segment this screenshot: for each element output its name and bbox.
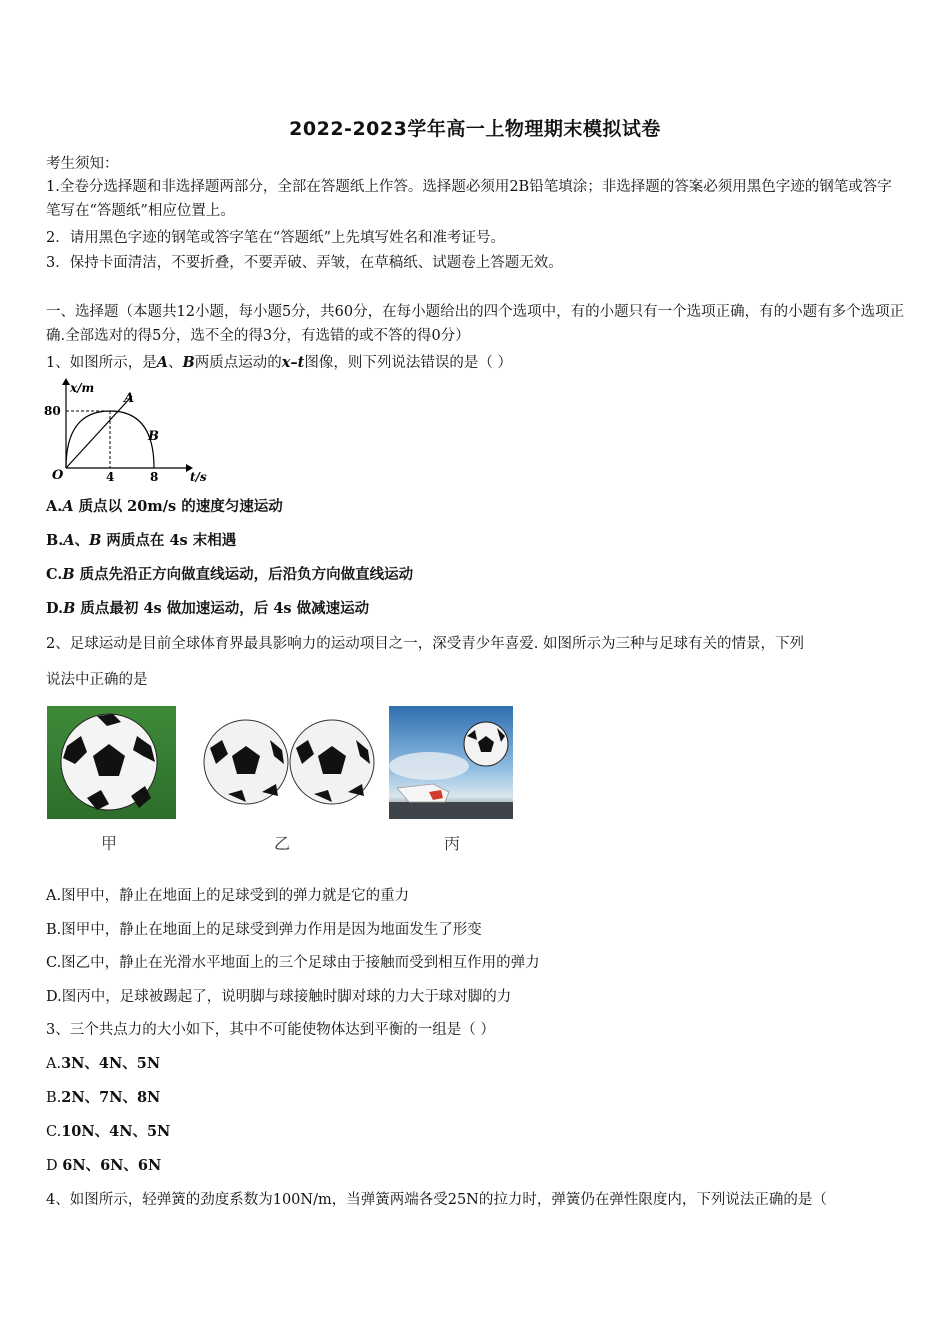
q2-option-c: C.图乙中，静止在光滑水平地面上的三个足球由于接触而受到相互作用的弹力 — [46, 955, 540, 971]
q1-option-c: C.B 质点先沿正方向做直线运动，后沿负方向做直线运动 — [46, 566, 414, 583]
kicked-ball-icon — [389, 706, 513, 819]
line-A — [66, 396, 132, 468]
q3-option-c: C.10N、4N、5N — [46, 1123, 171, 1140]
notice-item-1: 1.全卷分选择题和非选择题两部分，全部在答题纸上作答。选择题必须用2B铅笔填涂；非选择题的答案必须用黑色字迹的钢笔或答字笔写在“答题纸”相应位置上。 — [46, 179, 892, 219]
y-tick-label: 80 — [44, 404, 61, 418]
page-title: 2022-2023学年高一上物理期末模拟试卷 — [289, 118, 661, 140]
photo-jia — [47, 706, 176, 819]
q2-option-a: A.图甲中，静止在地面上的足球受到的弹力就是它的重力 — [46, 888, 410, 904]
photo-bing — [389, 706, 513, 819]
x-tick-label-2: 8 — [150, 470, 159, 484]
origin-label: O — [52, 468, 64, 483]
soccer-ball-icon — [47, 706, 176, 819]
caption-bing: 丙 — [444, 834, 461, 853]
notice-heading: 考生须知： — [46, 156, 119, 172]
q1-xt-graph — [40, 378, 207, 488]
q2-option-b: B.图甲中，静止在地面上的足球受到弹力作用是因为地面发生了形变 — [46, 922, 482, 938]
q2-stem-line1: 2、足球运动是目前全球体育界最具影响力的运动项目之一，深受青少年喜爱. 如图所示为三种与足球有关的情景，下列 — [46, 636, 804, 652]
section-heading: 一、选择题（本题共12小题，每小题5分，共60分，在每小题给出的四个选项中，有的小题只有一个选项正确，有的小题有多个选项正确.全部选对的得5分，选不全的得3分，有选错的或不答的得0分） — [46, 304, 905, 344]
two-soccer-balls-icon — [200, 712, 378, 812]
q3-option-b: B.2N、7N、8N — [46, 1089, 161, 1106]
x-axis-label: t/s — [190, 470, 207, 484]
label-A: A — [124, 391, 135, 406]
photo-yi — [200, 712, 378, 812]
q3-stem: 3、三个共点力的大小如下，其中不可能使物体达到平衡的一组是（ ） — [46, 1022, 495, 1038]
q1-stem: 1、如图所示，是A、B两质点运动的x–t图像，则下列说法错误的是（ ） — [46, 354, 512, 371]
notice-item-2: 2．请用黑色字迹的钢笔或答字笔在“答题纸”上先填写姓名和准考证号。 — [46, 230, 506, 246]
q3-option-d: D 6N、6N、6N — [46, 1157, 162, 1174]
label-B: B — [148, 429, 159, 444]
q3-option-a: A.3N、4N、5N — [46, 1055, 161, 1072]
y-axis-label: x/m — [70, 381, 95, 395]
q4-stem: 4、如图所示，轻弹簧的劲度系数为100N/m，当弹簧两端各受25N的拉力时，弹簧仍在弹性限度内，下列说法正确的是（ — [46, 1192, 827, 1208]
caption-jia: 甲 — [101, 834, 118, 853]
q1-option-d: D.B 质点最初 4s 做加速运动，后 4s 做减速运动 — [46, 600, 370, 617]
caption-yi: 乙 — [274, 834, 291, 853]
q2-option-d: D.图丙中，足球被踢起了，说明脚与球接触时脚对球的力大于球对脚的力 — [46, 989, 512, 1005]
notice-item-3: 3．保持卡面清洁，不要折叠，不要弄破、弄皱，在草稿纸、试题卷上答题无效。 — [46, 255, 563, 271]
x-tick-label-1: 4 — [106, 470, 115, 484]
q1-option-a: A.A 质点以 20m/s 的速度匀速运动 — [46, 498, 283, 515]
q1-option-b: B.A、B 两质点在 4s 末相遇 — [46, 532, 237, 549]
y-axis-arrow-icon — [62, 378, 70, 385]
q2-stem-line2: 说法中正确的是 — [46, 672, 148, 688]
